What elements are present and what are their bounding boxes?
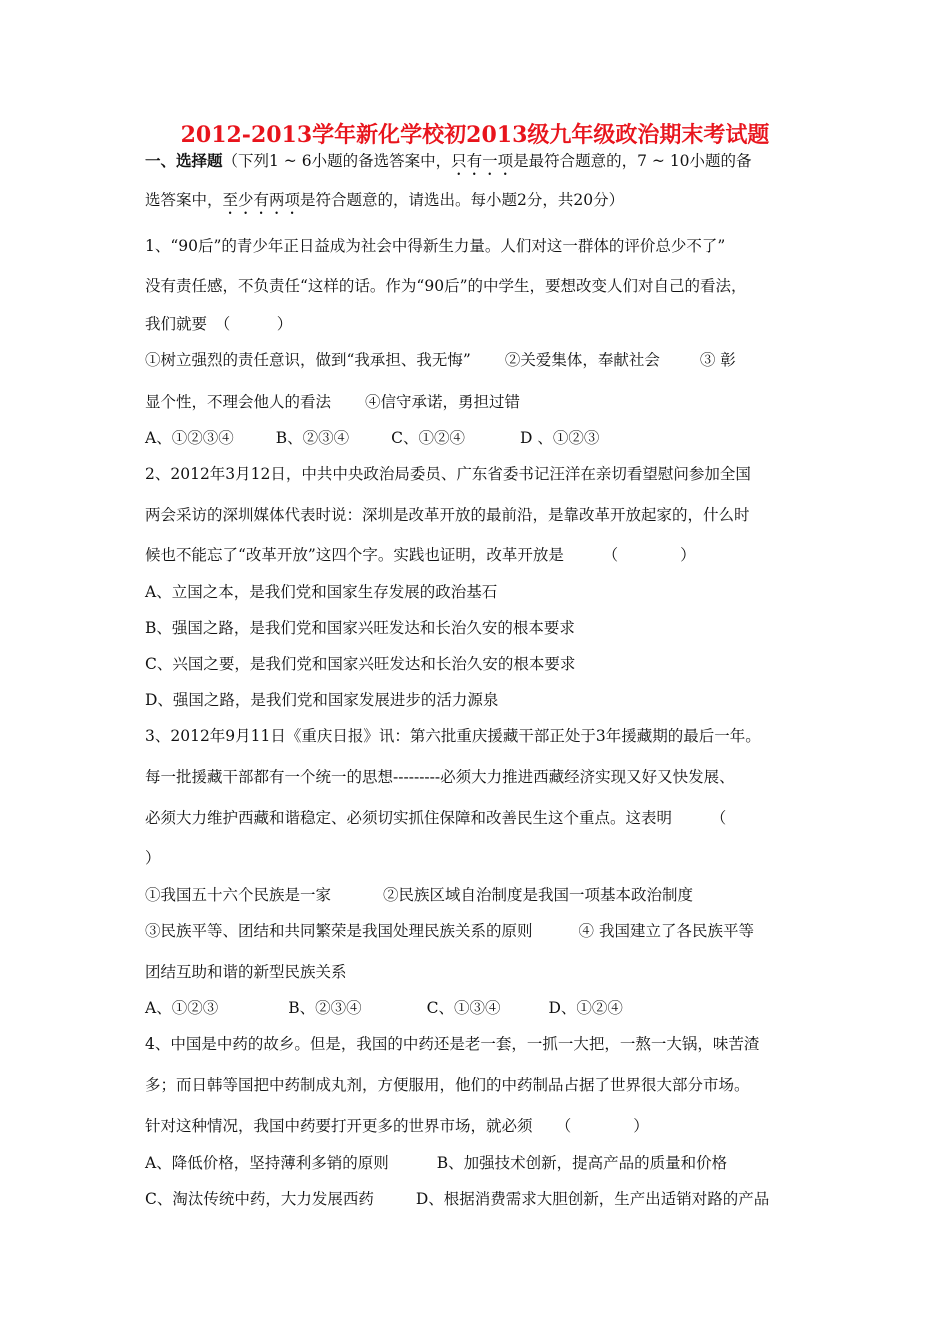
q3-options (145, 998, 825, 1018)
q3-stem-line1: 3、2012年9月11日《重庆日报》讯：第六批重庆援藏干部正处于3年援藏期的最后一年。 (145, 727, 761, 745)
q3-stem-line4: ） (145, 849, 161, 867)
q2-stem-line1: 2、2012年3月12日，中共中央政治局委员、广东省委书记汪洋在亲切看望慰问参加全国 (145, 465, 751, 483)
q4-options-line1 (145, 1153, 825, 1173)
q1-options (145, 428, 825, 448)
q2-stem-line2: 两会采访的深圳媒体代表时说：深圳是改革开放的最前沿，是靠改革开放起家的，什么时 (145, 506, 750, 524)
q1-statements-line1 (145, 350, 825, 370)
q1-statement-1: ①树立强烈的责任意识，做到“我承担、我无悔” (145, 351, 471, 369)
q1-option-a: A、①②③④ (145, 429, 234, 447)
q4-stem-line3: 针对这种情况，我国中药要打开更多的世界市场，就必须 （ ） (145, 1117, 649, 1135)
q1-option-c: C、①②④ (391, 429, 465, 447)
q3-option-a: A、①②③ (145, 999, 219, 1017)
q3-statement-1: ①我国五十六个民族是一家 (145, 886, 332, 904)
q1-statement-2: ②关爱集体，奉献社会 (504, 351, 660, 369)
q3-statements-line2 (145, 921, 825, 941)
q3-stem-line2: 每一批援藏干部都有一个统一的思想---------必须大力推进西藏经济实现又好又快发展、 (145, 768, 735, 786)
q2-stem-line3: 候也不能忘了“改革开放”这四个字。实践也证明，改革开放是 （ ） (145, 546, 696, 564)
q4-option-a: A、降低价格，坚持薄利多销的原则 (145, 1154, 389, 1172)
q1-statement-4: ④信守承诺，勇担过错 (365, 393, 521, 411)
q3-statement-3: ③民族平等、团结和共同繁荣是我国处理民族关系的原则 (145, 922, 533, 940)
q1-stem-line2: 没有责任感，不负责任“这样的话。作为“90后”的中学生，要想改变人们对自己的看法， (145, 277, 747, 295)
instruction-text: 是符合题意的，请选出。每小题2分，共20分） (300, 191, 625, 209)
q2-option-c: C、兴国之要，是我们党和国家兴旺发达和长治久安的根本要求 (145, 655, 576, 673)
q3-option-d: D、①②④ (548, 999, 623, 1017)
q3-stem-line3: 必须大力维护西藏和谐稳定、必须切实抓住保障和改善民生这个重点。这表明 （ (145, 809, 727, 827)
q3-option-c: C、①③④ (426, 999, 501, 1017)
q4-stem-line2: 多；而日韩等国把中药制成丸剂，方便服用，他们的中药制品占据了世界很大部分市场。 (145, 1076, 750, 1094)
q4-option-b: B、加强技术创新，提高产品的质量和价格 (436, 1154, 728, 1172)
q4-options-line2 (145, 1189, 825, 1209)
section-heading: 一、选择题 (145, 151, 223, 170)
q1-statement-3-part2: 显个性，不理会他人的看法 (145, 393, 332, 411)
emphasis-at-least-two: 至少有两项 (222, 191, 301, 209)
exam-title: 2012-2013学年新化学校初2013级九年级政治期末考试题 (180, 122, 770, 148)
instruction-text: （下列1 ~ 6小题的备选答案中， (222, 152, 452, 170)
q1-statements-line2 (145, 392, 825, 412)
emphasis-only-one: 只有一项 (451, 152, 514, 170)
q4-stem-line1: 4、中国是中药的故乡。但是，我国的中药还是老一套，一抓一大把，一熬一大锅，味苦渣 (145, 1035, 760, 1053)
q1-statement-3-part1: ③ 彰 (699, 351, 736, 369)
q2-option-d: D、强国之路，是我们党和国家发展进步的活力源泉 (145, 691, 499, 709)
q3-statement-2: ②民族区域自治制度是我国一项基本政治制度 (383, 886, 694, 904)
q2-option-b: B、强国之路，是我们党和国家兴旺发达和长治久安的根本要求 (145, 619, 575, 637)
q4-option-c: C、淘汰传统中药，大力发展西药 (145, 1190, 374, 1208)
q1-stem-line3: 我们就要 （ ） (145, 315, 293, 333)
q3-statement-4-part1: ④ 我国建立了各民族平等 (578, 922, 754, 940)
q3-statements-line1 (145, 885, 825, 905)
instruction-text: 是最符合题意的，7 ~ 10小题的备 (513, 152, 752, 170)
q3-statements-line3: 团结互助和谐的新型民族关系 (145, 963, 347, 981)
q1-option-d: D 、①②③ (519, 429, 600, 447)
section-instruction-line2 (145, 190, 825, 218)
q1-stem-line1: 1、“90后”的青少年正日益成为社会中得新生力量。人们对这一群体的评价总少不了” (145, 237, 726, 255)
instruction-text: 选答案中， (145, 191, 223, 209)
section-instruction-line1 (145, 151, 825, 179)
q1-option-b: B、②③④ (275, 429, 350, 447)
q3-option-b: B、②③④ (288, 999, 362, 1017)
q4-option-d: D、根据消费需求大胆创新，生产出适销对路的产品 (415, 1190, 770, 1208)
q2-option-a: A、立国之本，是我们党和国家生存发展的政治基石 (145, 583, 498, 601)
